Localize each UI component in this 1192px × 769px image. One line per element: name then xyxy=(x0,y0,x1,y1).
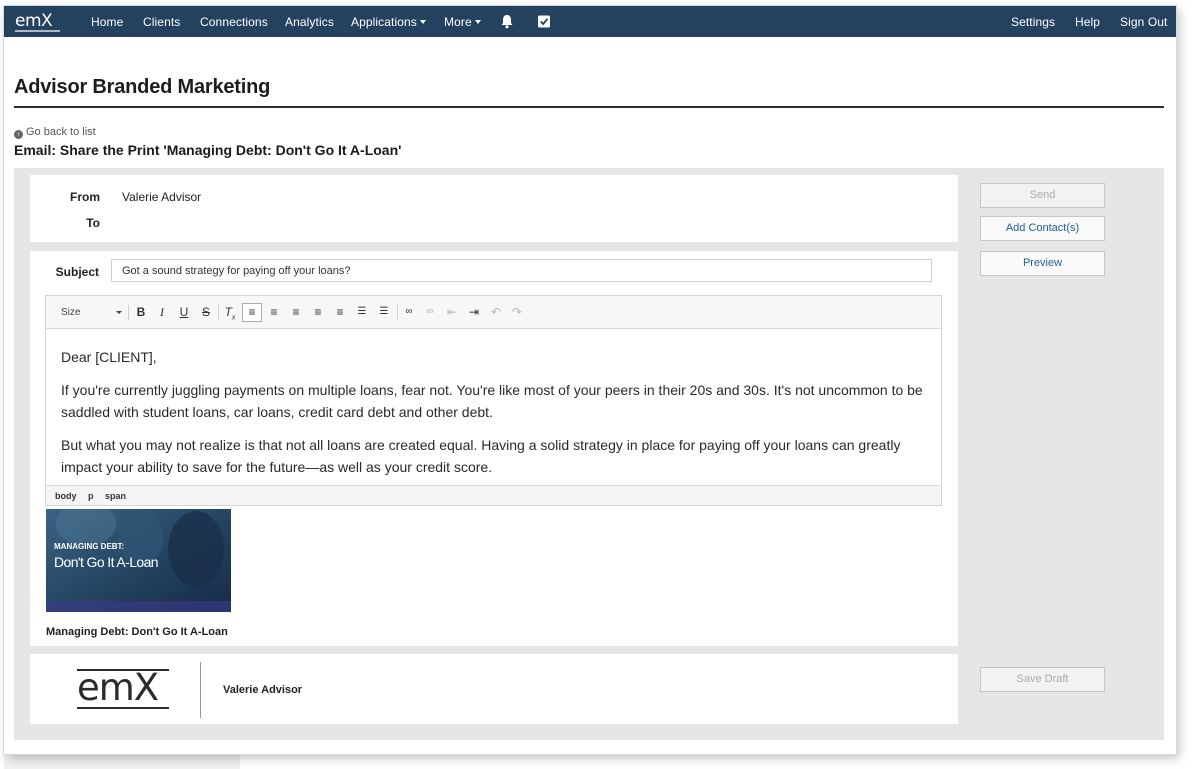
nav-sign-out[interactable]: Sign Out xyxy=(1120,15,1168,29)
emx-logo[interactable] xyxy=(14,9,62,33)
add-contacts-button[interactable]: Add Contact(s) xyxy=(980,216,1105,241)
redo-icon[interactable]: ↷ xyxy=(511,305,523,319)
toolbar-divider xyxy=(218,305,219,320)
title-divider xyxy=(14,106,1164,108)
check-square-icon[interactable] xyxy=(537,14,551,29)
page-title: Advisor Branded Marketing xyxy=(14,76,271,98)
attachment-thumbnail[interactable] xyxy=(46,509,231,612)
send-button[interactable]: Send xyxy=(980,183,1105,208)
nav-connections[interactable]: Connections xyxy=(200,15,268,29)
signature-name: Valerie Advisor xyxy=(223,684,303,696)
logo-text: emX xyxy=(15,11,53,31)
signature-emx-logo xyxy=(76,667,172,713)
thumbnail-image xyxy=(46,509,231,612)
undo-icon[interactable]: ↶ xyxy=(490,305,502,319)
signature-logo-text: emX xyxy=(77,667,159,709)
nav-home[interactable]: Home xyxy=(91,15,124,29)
align-center-icon[interactable]: ≡ xyxy=(270,305,278,319)
nav-clients[interactable]: Clients xyxy=(143,15,181,29)
thumbnail-kicker: MANAGING DEBT: xyxy=(54,542,125,551)
signature-divider xyxy=(200,662,201,718)
attachment-caption: Managing Debt: Don't Go It A-Loan xyxy=(46,626,228,638)
chevron-down-icon xyxy=(420,20,426,24)
bullet-list-icon[interactable]: ☰ xyxy=(379,306,389,317)
path-p[interactable]: p xyxy=(88,491,94,501)
chevron-down-icon xyxy=(475,20,481,24)
path-body[interactable]: body xyxy=(55,491,77,501)
chevron-down-icon[interactable] xyxy=(116,311,122,314)
path-span[interactable]: span xyxy=(105,491,127,501)
italic-icon[interactable]: I xyxy=(160,305,164,319)
element-path-bar xyxy=(46,485,941,505)
nav-applications[interactable] xyxy=(351,15,426,29)
align-justify-center-icon[interactable]: ≡ xyxy=(292,305,300,319)
font-size-select[interactable]: Size xyxy=(61,307,81,318)
body-paragraph-1: If you're currently juggling payments on multiple loans, fear not. You're like most of your peers in their 20s and 30s. It's not uncommon to be saddled with student loans, car loans, credit card debt and other debt. xyxy=(61,382,923,420)
strikethrough-icon[interactable]: S xyxy=(201,305,210,319)
subject-input[interactable]: Got a sound strategy for paying off your loans? xyxy=(111,259,932,282)
nav-analytics[interactable]: Analytics xyxy=(285,15,334,29)
editor-toolbar xyxy=(46,296,941,329)
save-draft-button[interactable]: Save Draft xyxy=(980,667,1105,692)
subject-label: Subject xyxy=(55,265,99,279)
clear-format-icon[interactable]: $T_x$ xyxy=(224,305,236,322)
bell-icon[interactable] xyxy=(500,14,514,29)
from-value[interactable]: Valerie Advisor xyxy=(122,190,202,204)
align-right-icon[interactable]: ≡ xyxy=(314,305,322,319)
body-paragraph-2: But what you may not realize is that not all loans are created equal. Having a solid strategy in place for paying off your loans can greatly impact your ability to save for the future—as well as your credit score. xyxy=(61,437,901,475)
nav-applications-label: Applications xyxy=(351,15,417,29)
nav-help[interactable]: Help xyxy=(1075,15,1101,29)
rich-text-editor xyxy=(45,295,942,506)
nav-more[interactable] xyxy=(444,15,481,29)
background-strip xyxy=(4,754,240,769)
email-title: Email: Share the Print 'Managing Debt: Don't Go It A-Loan' xyxy=(14,142,402,158)
align-left-icon[interactable]: ≡ xyxy=(242,303,262,322)
back-link[interactable] xyxy=(14,126,96,139)
to-label: To xyxy=(86,216,100,230)
top-navigation-bar xyxy=(4,6,1176,37)
align-justify-icon[interactable]: ≡ xyxy=(336,305,344,319)
unlink-icon[interactable]: ∞ xyxy=(426,306,434,317)
numbered-list-icon[interactable]: ☰ xyxy=(357,306,367,317)
from-label: From xyxy=(70,190,100,204)
toolbar-divider xyxy=(397,305,398,320)
link-icon[interactable]: ∞ xyxy=(405,306,413,317)
preview-button[interactable]: Preview xyxy=(980,251,1105,276)
arrow-left-circle-icon: ‹ xyxy=(14,130,23,139)
back-link-label: Go back to list xyxy=(26,126,96,138)
nav-settings[interactable]: Settings xyxy=(1011,15,1056,29)
to-field[interactable] xyxy=(122,211,942,233)
bold-icon[interactable]: B xyxy=(136,305,146,319)
editor-body[interactable] xyxy=(61,346,931,489)
thumbnail-headline: Don't Go It A-Loan xyxy=(54,554,158,570)
indent-icon[interactable]: ⇥ xyxy=(468,305,480,319)
toolbar-divider xyxy=(128,305,129,320)
nav-more-label: More xyxy=(444,15,472,29)
underline-icon[interactable]: U xyxy=(179,305,189,319)
greeting-paragraph: Dear [CLIENT], xyxy=(61,349,157,365)
outdent-icon[interactable]: ⇤ xyxy=(446,305,458,319)
app-window xyxy=(4,6,1176,754)
